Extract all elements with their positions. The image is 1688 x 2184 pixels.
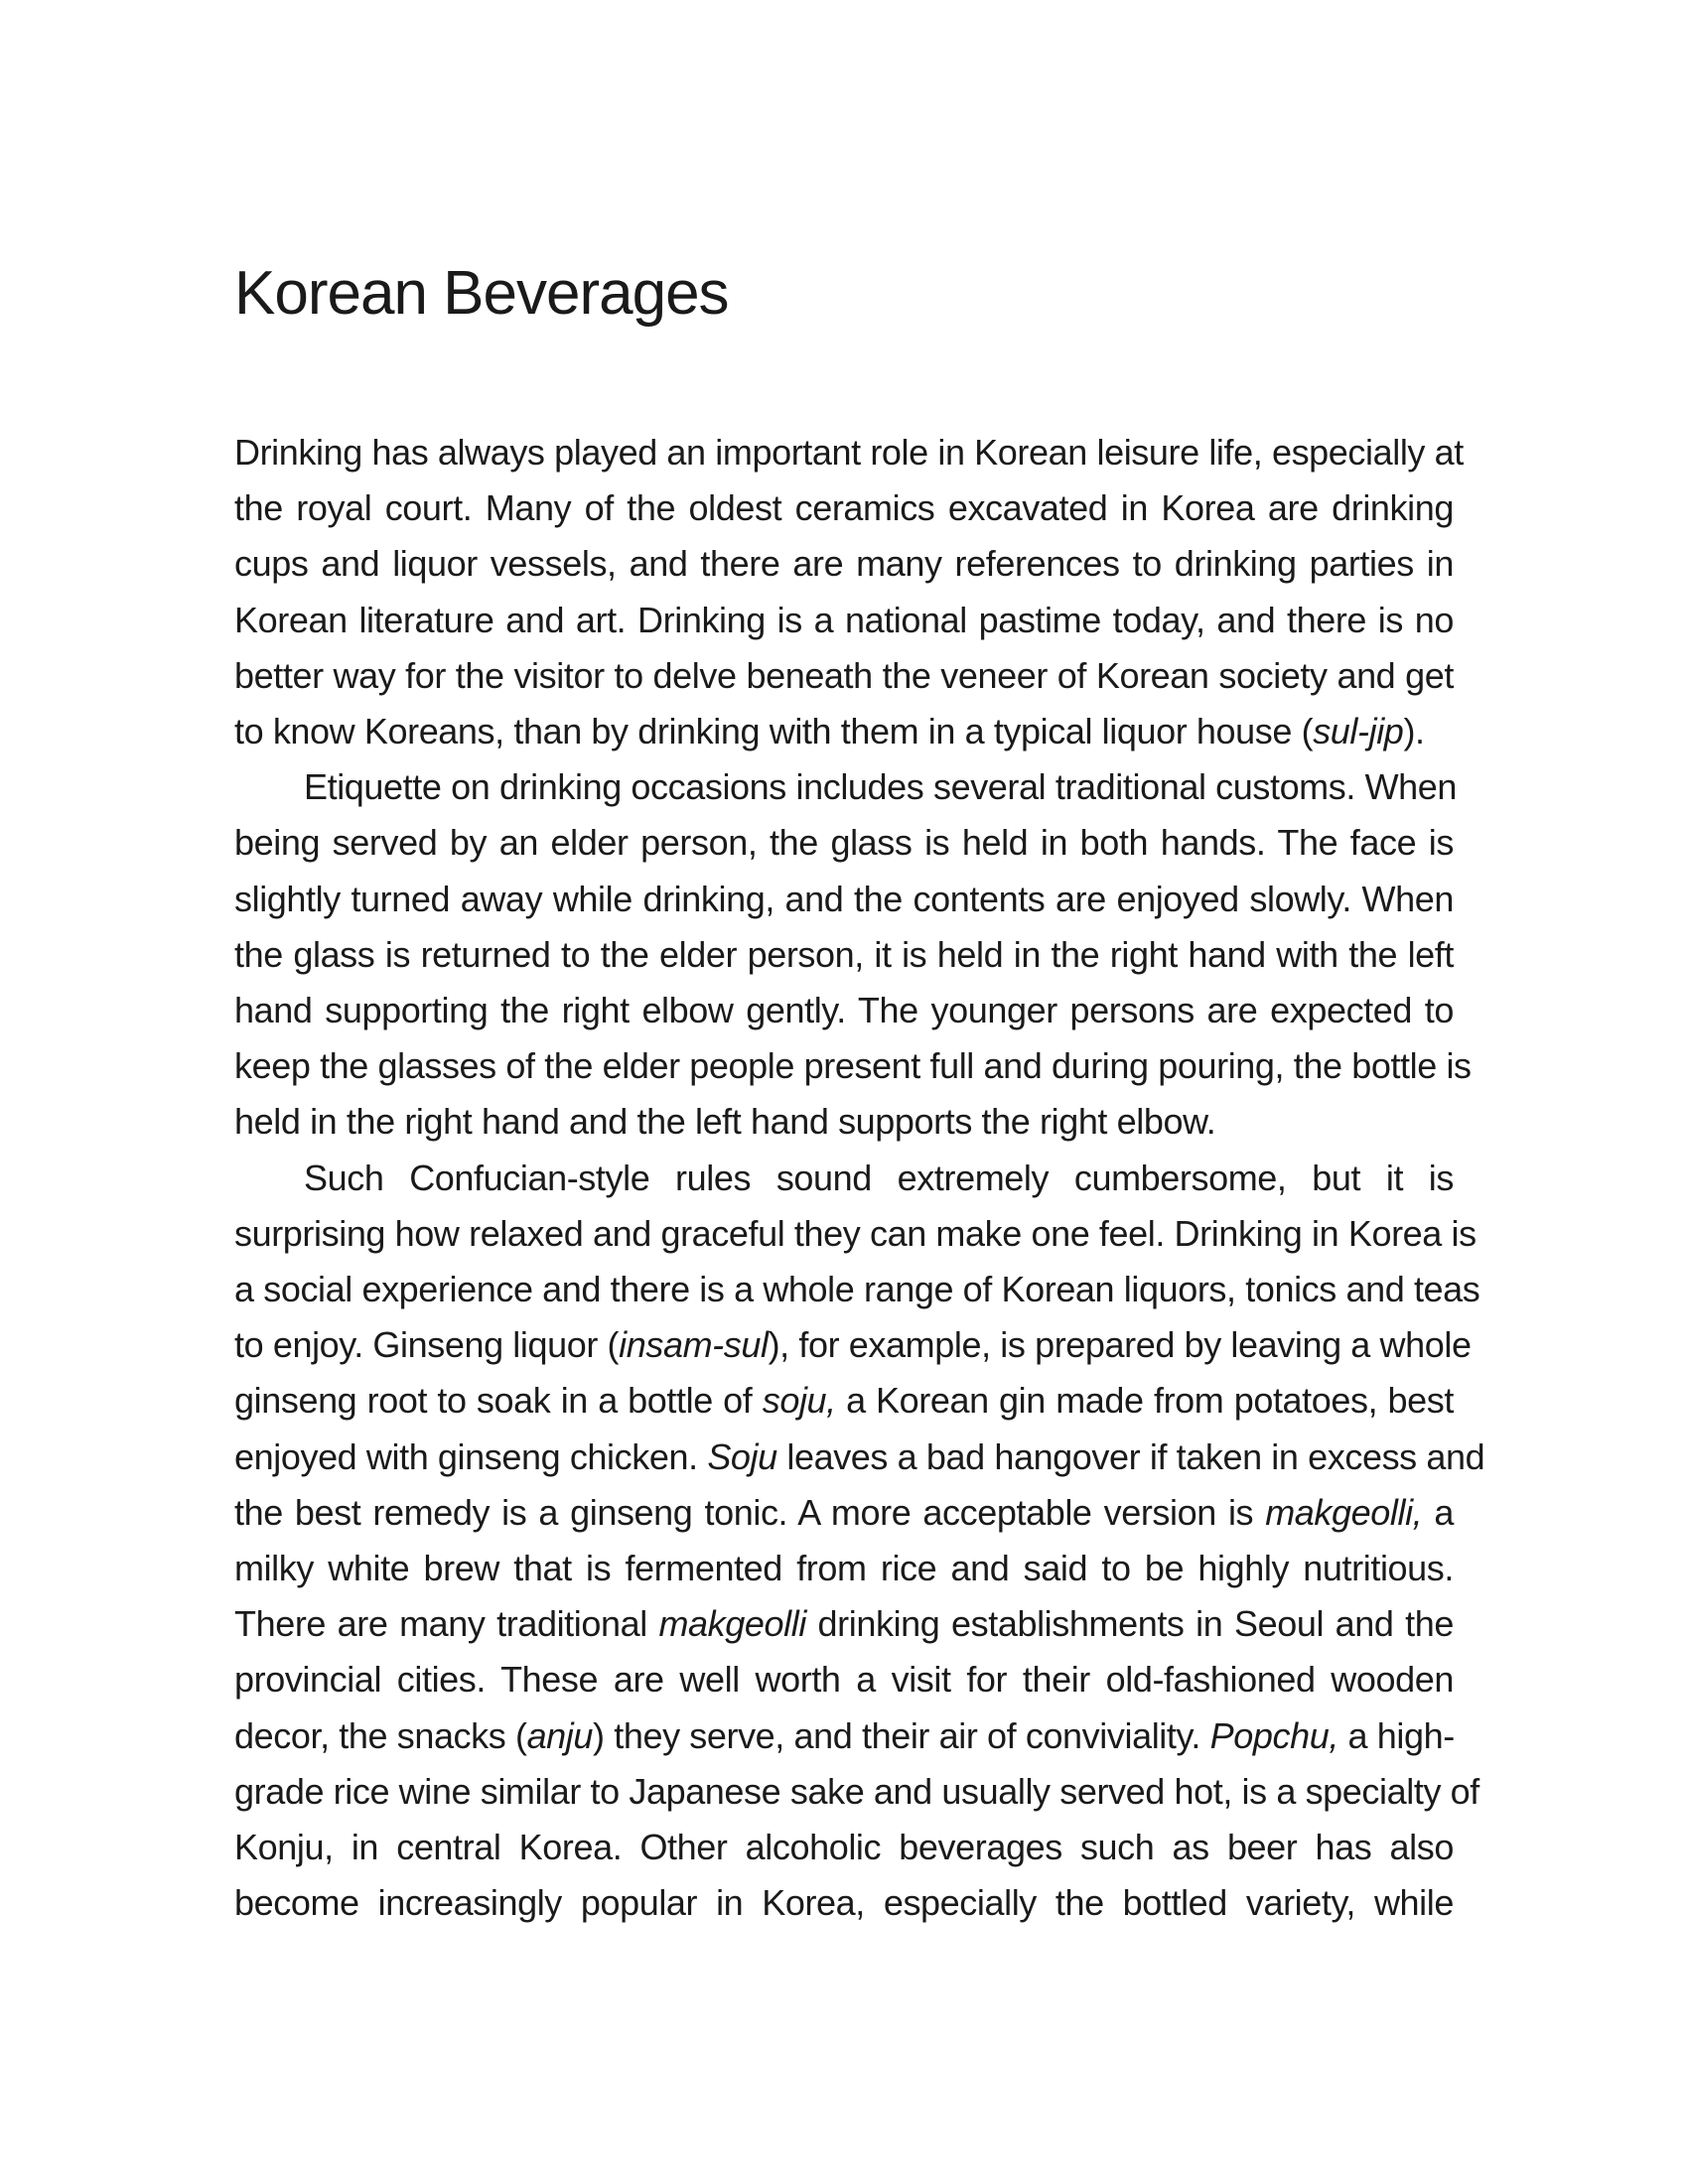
text-line <box>234 1764 1479 1820</box>
text-line <box>234 815 1454 871</box>
text-line <box>234 1317 1472 1373</box>
text-line <box>234 1094 1454 1150</box>
italic-term: Popchu, <box>1209 1714 1338 1756</box>
italic-term: sul-jip <box>1313 711 1404 752</box>
text-run: held in the right hand and the left hand supports the right elbow. <box>234 1101 1216 1143</box>
text-run: Such Confucian-style rules sound extremely cumbersome, but it is <box>304 1157 1454 1198</box>
text-line <box>234 1151 1454 1206</box>
text-run: grade rice wine similar to Japanese sake and usually served hot, is a specialty of <box>234 1770 1479 1812</box>
text-line <box>234 704 1454 759</box>
text-run: provincial cities. These are well worth a visit for their old-fashioned wooden <box>234 1659 1454 1701</box>
text-line <box>234 983 1454 1038</box>
text-run: Drinking has always played an important role in Korean leisure life, especially at <box>234 432 1464 473</box>
text-line <box>234 759 1458 815</box>
text-run: the glass is returned to the elder person, it is held in the right hand with the left <box>234 933 1454 975</box>
italic-term: Soju <box>707 1435 777 1477</box>
text-line <box>234 1262 1480 1317</box>
text-run: Konju, in central Korea. Other alcoholic beverages such as beer has also <box>234 1827 1454 1868</box>
text-run: a <box>1422 1491 1454 1533</box>
text-run: to enjoy. Ginseng liquor ( <box>234 1324 620 1366</box>
text-run: keep the glasses of the elder people present full and during pouring, the bottle is <box>234 1045 1472 1087</box>
text-run: Korean literature and art. Drinking is a national pastime today, and there is no <box>234 599 1454 640</box>
article-body <box>234 425 1485 1931</box>
text-run: decor, the snacks ( <box>234 1714 527 1756</box>
text-run: milky white brew that is fermented from rice and said to be highly nutritious. <box>234 1548 1454 1589</box>
italic-term: makgeolli, <box>1265 1491 1423 1533</box>
text-run: ), for example, is prepared by leaving a whole <box>768 1324 1472 1366</box>
text-run: the best remedy is a ginseng tonic. A more acceptable version is <box>234 1491 1266 1533</box>
text-line <box>234 1430 1485 1485</box>
text-run: the royal court. Many of the oldest ceramics excavated in Korea are drinking <box>234 487 1454 529</box>
paragraph-2 <box>234 759 1472 1150</box>
text-line <box>234 927 1454 983</box>
italic-term: soju, <box>762 1380 836 1422</box>
text-line <box>234 872 1454 927</box>
text-run: better way for the visitor to delve beneath the veneer of Korean society and get <box>234 654 1454 696</box>
text-run: slightly turned away while drinking, and the contents are enjoyed slowly. When <box>234 878 1454 919</box>
text-run: to know Koreans, than by drinking with them in a typical liquor house ( <box>234 711 1314 752</box>
text-line <box>234 593 1454 648</box>
text-run: ). <box>1403 711 1425 752</box>
text-run: leaves a bad hangover if taken in excess and <box>776 1435 1485 1477</box>
paragraph-1 <box>234 425 1464 759</box>
text-run: Etiquette on drinking occasions includes several traditional customs. When <box>304 766 1458 808</box>
italic-term: insam-sul <box>619 1324 769 1366</box>
text-run: surprising how relaxed and graceful they can make one feel. Drinking in Korea is <box>234 1212 1477 1254</box>
text-run: a social experience and there is a whole range of Korean liquors, tonics and teas <box>234 1269 1480 1310</box>
text-line <box>234 1652 1454 1707</box>
paragraph-3 <box>234 1151 1485 1932</box>
text-run: a high- <box>1337 1714 1455 1756</box>
text-run: drinking establishments in Seoul and the <box>805 1603 1454 1645</box>
text-run: ginseng root to soak in a bottle of <box>234 1380 763 1422</box>
text-run: a Korean gin made from potatoes, best <box>835 1380 1454 1422</box>
text-line <box>234 1206 1477 1262</box>
text-run: being served by an elder person, the glass is held in both hands. The face is <box>234 822 1454 864</box>
text-line <box>234 425 1464 480</box>
text-line <box>234 536 1454 592</box>
text-line <box>234 1541 1454 1596</box>
text-run: ) they serve, and their air of conviviality. <box>593 1714 1210 1756</box>
italic-term: makgeolli <box>658 1603 806 1645</box>
text-run: cups and liquor vessels, and there are many references to drinking parties in <box>234 543 1454 585</box>
text-line <box>234 1596 1454 1652</box>
text-run: enjoyed with ginseng chicken. <box>234 1435 708 1477</box>
text-run: hand supporting the right elbow gently. The younger persons are expected to <box>234 990 1454 1031</box>
text-line <box>234 1373 1454 1429</box>
text-line <box>234 1708 1454 1764</box>
text-run: There are many traditional <box>234 1603 659 1645</box>
page-title: Korean Beverages <box>234 259 729 328</box>
text-run: become increasingly popular in Korea, especially the bottled variety, while <box>234 1882 1454 1924</box>
text-line <box>234 1038 1472 1094</box>
text-line <box>234 1485 1454 1541</box>
text-line <box>234 648 1454 704</box>
text-line <box>234 1875 1454 1931</box>
italic-term: anju <box>526 1714 594 1756</box>
text-line <box>234 1820 1454 1875</box>
text-line <box>234 480 1454 536</box>
